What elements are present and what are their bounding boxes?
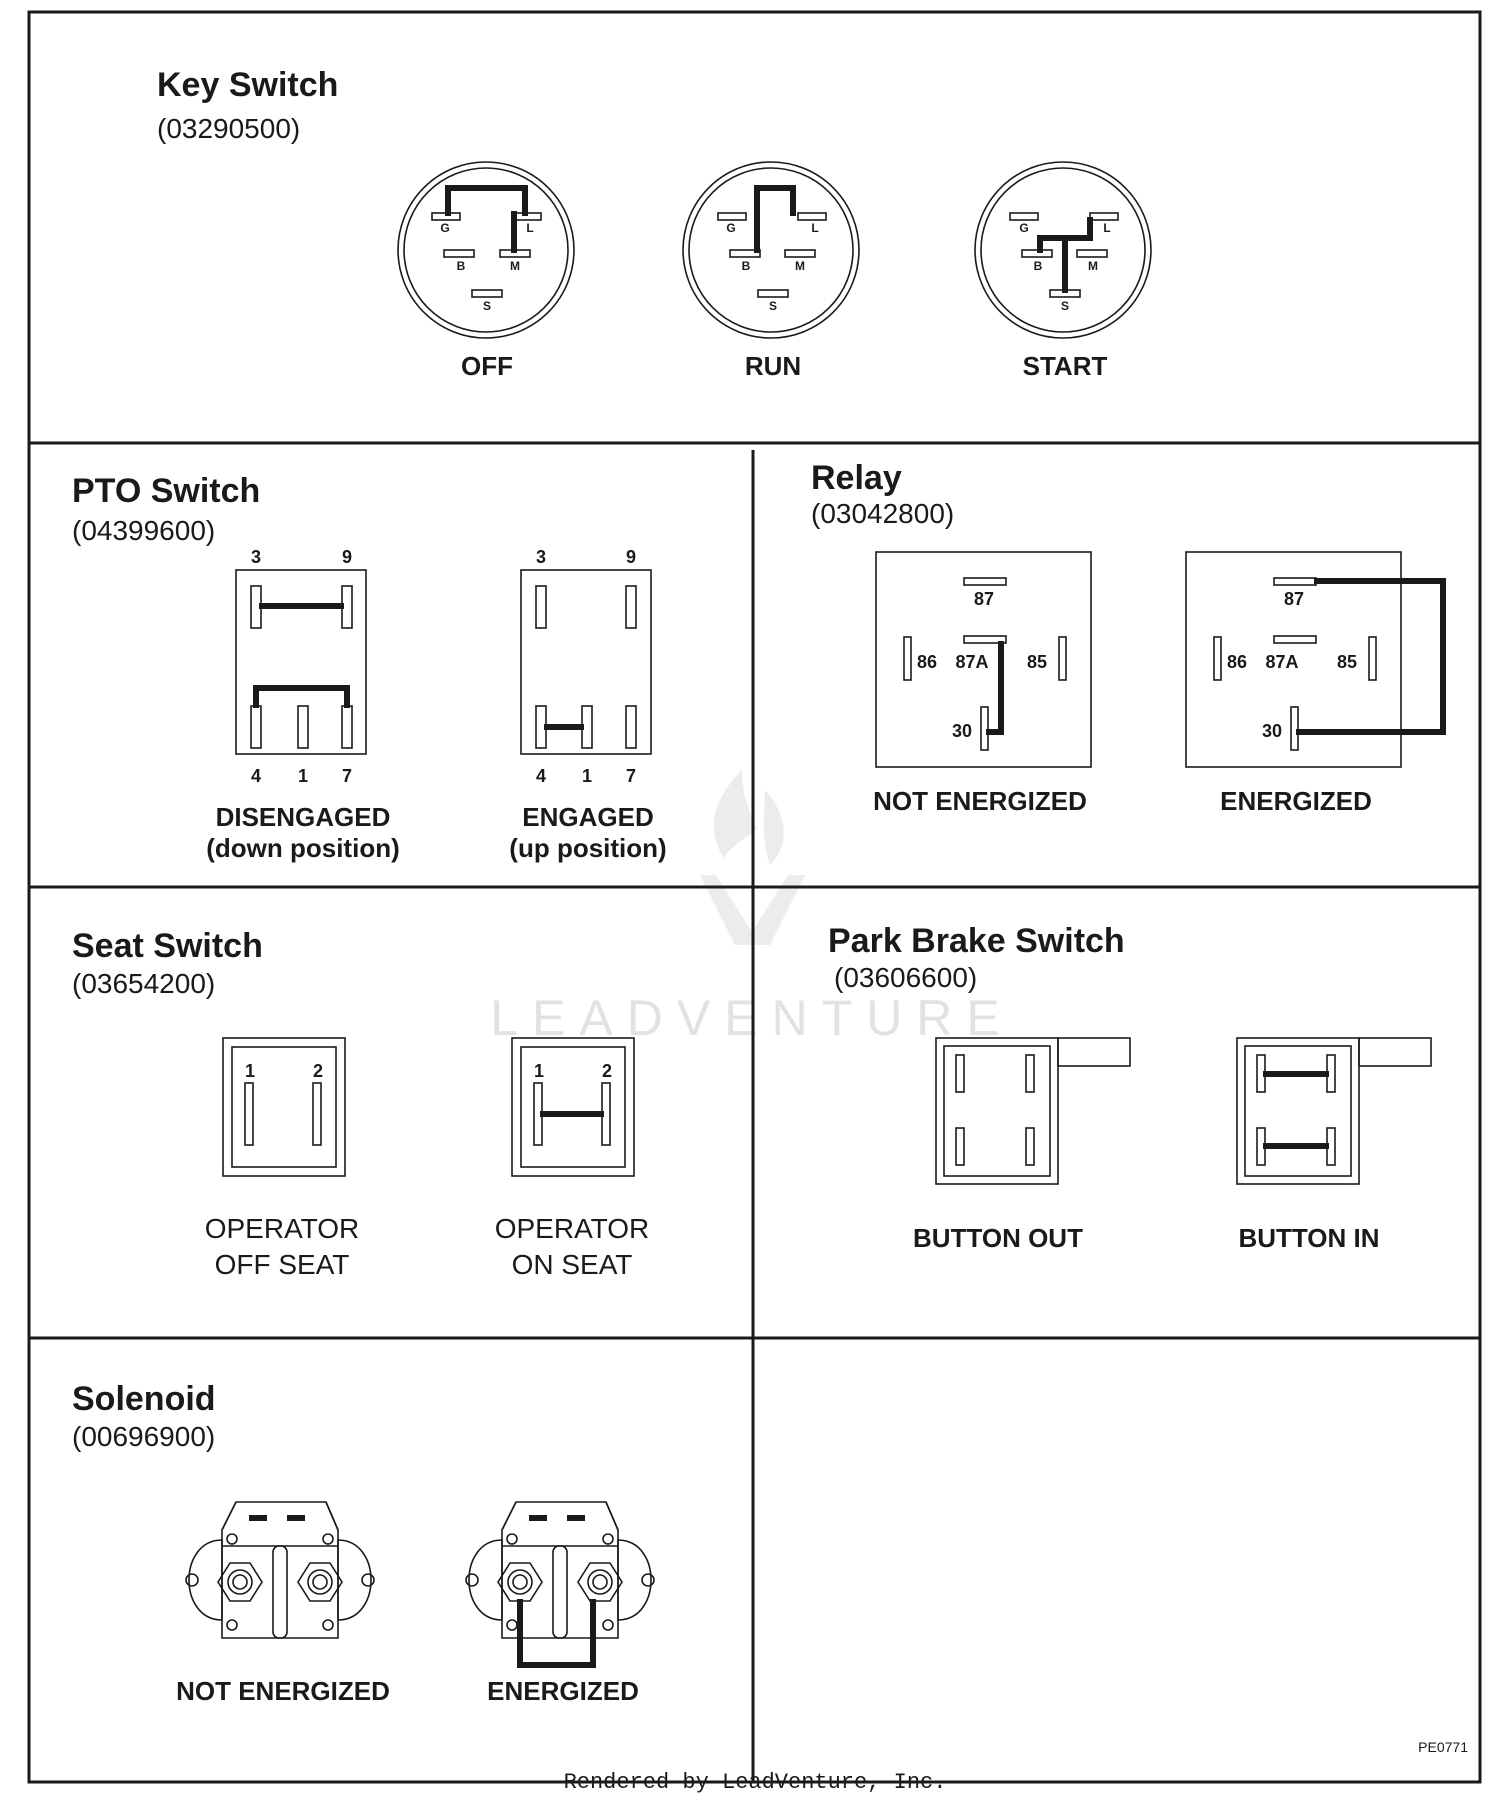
park-brake-out-label: BUTTON OUT <box>913 1223 1083 1253</box>
park-brake-button-in <box>1237 1038 1431 1253</box>
pin-1: 1 <box>533 1061 545 1081</box>
relay-energized <box>1186 552 1443 816</box>
pto-switch-disengaged <box>206 547 400 863</box>
pto-switch-title: PTO Switch <box>72 472 261 510</box>
seat-switch-part-number: (03654200) <box>72 968 216 999</box>
pin-3: 3 <box>250 547 262 567</box>
pin-7: 7 <box>625 766 637 786</box>
pin-9: 9 <box>341 547 353 567</box>
pin-2: 2 <box>312 1061 324 1081</box>
relay-part-number: (03042800) <box>811 498 955 529</box>
key-switch-section <box>157 66 1151 381</box>
pin-m: M <box>795 259 805 273</box>
seat-off-label-line1: OPERATOR <box>204 1213 360 1244</box>
pin-4: 4 <box>250 766 262 786</box>
relay-not-energized-label: NOT ENERGIZED <box>873 786 1087 816</box>
pin-s: S <box>768 299 778 313</box>
pin-m: M <box>510 259 520 273</box>
pto-engaged-sublabel: (up position) <box>509 833 667 863</box>
pto-disengaged-label: DISENGAGED <box>215 802 391 832</box>
relay-section <box>811 459 1443 816</box>
pin-4: 4 <box>535 766 547 786</box>
key-switch-start-label: START <box>1022 351 1108 381</box>
key-switch-start <box>975 162 1151 381</box>
pin-30: 30 <box>951 721 973 741</box>
key-switch-part-number: (03290500) <box>157 113 301 144</box>
pin-85: 85 <box>1026 652 1048 672</box>
pin-85: 85 <box>1336 652 1358 672</box>
pin-s: S <box>1060 299 1070 313</box>
key-switch-run-label: RUN <box>744 351 802 381</box>
key-switch-off-label: OFF <box>461 351 513 381</box>
pin-b: B <box>741 259 751 273</box>
seat-on-label-line1: OPERATOR <box>494 1213 650 1244</box>
pin-87a: 87A <box>955 652 989 672</box>
key-switch-title: Key Switch <box>157 66 339 104</box>
pin-87a: 87A <box>1265 652 1299 672</box>
pin-l: L <box>1103 221 1111 235</box>
key-switch-run <box>683 162 859 381</box>
solenoid-energized-label: ENERGIZED <box>487 1676 639 1706</box>
pin-b: B <box>1033 259 1043 273</box>
pin-1: 1 <box>244 1061 256 1081</box>
seat-switch-title: Seat Switch <box>72 927 263 965</box>
pin-7: 7 <box>341 766 353 786</box>
pin-30: 30 <box>1261 721 1283 741</box>
pin-1: 1 <box>581 766 593 786</box>
park-brake-title: Park Brake Switch <box>828 922 1125 960</box>
pin-3: 3 <box>535 547 547 567</box>
pin-87: 87 <box>973 589 995 609</box>
park-brake-button-out <box>913 1038 1130 1253</box>
pto-disengaged-sublabel: (down position) <box>206 833 400 863</box>
grid-frame <box>29 12 1480 1782</box>
relay-title: Relay <box>811 459 902 497</box>
solenoid-title: Solenoid <box>72 1380 216 1418</box>
solenoid-energized <box>466 1502 654 1706</box>
pin-1: 1 <box>297 766 309 786</box>
relay-energized-label: ENERGIZED <box>1220 786 1372 816</box>
pin-m: M <box>1088 259 1098 273</box>
pto-switch-section <box>72 472 667 863</box>
seat-switch-section <box>72 927 649 1280</box>
watermark-text: LEADVENTURE <box>490 990 1014 1046</box>
pin-2: 2 <box>601 1061 613 1081</box>
solenoid-not-energized <box>176 1502 390 1706</box>
solenoid-section <box>72 1380 654 1706</box>
solenoid-part-number: (00696900) <box>72 1421 216 1452</box>
pin-9: 9 <box>625 547 637 567</box>
pto-switch-engaged <box>509 547 666 863</box>
pin-86: 86 <box>1226 652 1248 672</box>
pin-b: B <box>456 259 466 273</box>
pin-87: 87 <box>1283 589 1305 609</box>
render-credit: Rendered by LeadVenture, Inc. <box>563 1770 947 1795</box>
key-switch-off <box>398 162 574 381</box>
park-brake-part-number: (03606600) <box>834 962 978 993</box>
pin-s: S <box>482 299 492 313</box>
pin-g: G <box>726 221 736 235</box>
pin-l: L <box>811 221 819 235</box>
pto-switch-part-number: (04399600) <box>72 515 216 546</box>
pto-engaged-label: ENGAGED <box>522 802 654 832</box>
seat-switch-off-seat <box>205 1038 360 1280</box>
pin-g: G <box>1019 221 1029 235</box>
park-brake-in-label: BUTTON IN <box>1238 1223 1380 1253</box>
solenoid-not-energized-label: NOT ENERGIZED <box>176 1676 390 1706</box>
seat-off-label-line2: OFF SEAT <box>214 1249 350 1280</box>
seat-on-label-line2: ON SEAT <box>511 1249 633 1280</box>
seat-switch-on-seat <box>495 1038 650 1280</box>
pin-86: 86 <box>916 652 938 672</box>
relay-not-energized <box>873 552 1091 816</box>
park-brake-section <box>828 922 1431 1253</box>
pin-g: G <box>440 221 450 235</box>
pin-l: L <box>526 221 534 235</box>
figure-code: PE0771 <box>1418 1739 1468 1755</box>
